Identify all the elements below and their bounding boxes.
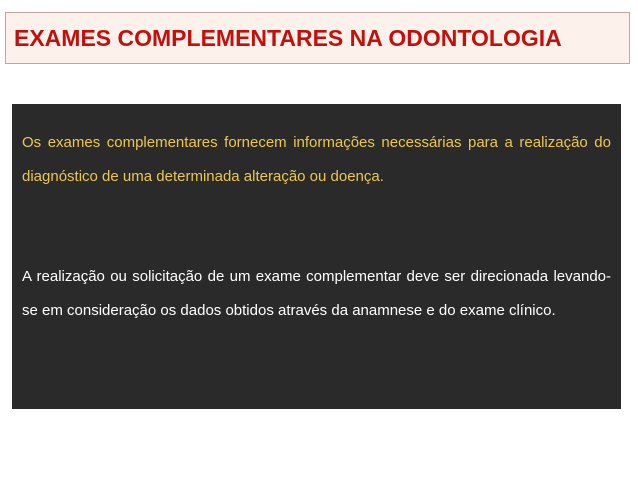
- title-box: [5, 12, 630, 64]
- slide-title: EXAMES COMPLEMENTARES NA ODONTOLOGIA: [14, 24, 562, 51]
- paragraph-diagnostic-info: Os exames complementares fornecem informações necessárias para a realização do diagnóstico de uma determinada alteração ou doença.: [22, 134, 611, 185]
- paragraph-exam-guidance: A realização ou solicitação de um exame complementar deve ser direcionada levando-se em consideração os dados obtidos através da anamnese e do exame clínico.: [22, 268, 611, 319]
- content-box: [12, 104, 621, 409]
